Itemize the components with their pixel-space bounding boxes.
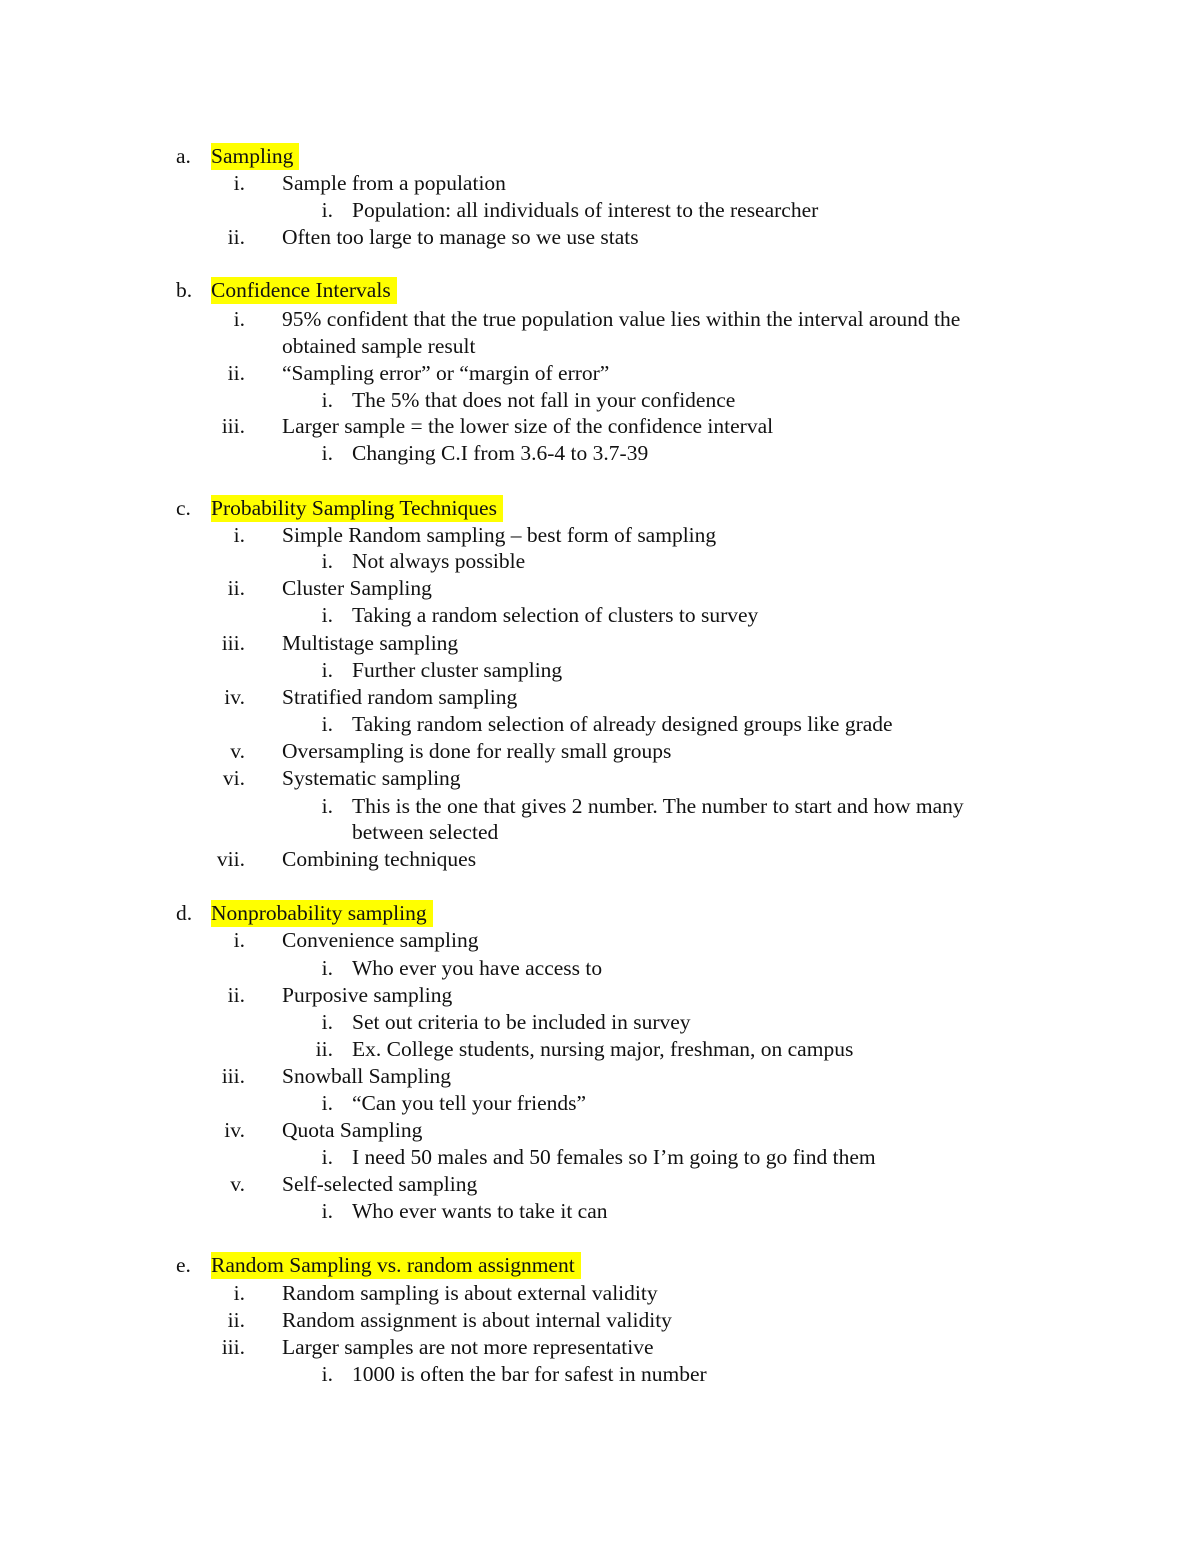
subitem-marker: i. <box>321 1199 333 1223</box>
subitem-marker: i. <box>321 603 333 627</box>
section-heading <box>0 900 1200 927</box>
item-marker: v. <box>230 739 245 763</box>
subitem-marker: i. <box>321 549 333 573</box>
list-item <box>0 413 1200 440</box>
subitem-marker: i. <box>321 388 333 412</box>
list-item <box>0 1063 1200 1090</box>
subitem-marker: i. <box>321 1145 333 1169</box>
list-subitem <box>0 657 1200 684</box>
item-text: Convenience sampling <box>282 928 479 952</box>
list-item <box>0 982 1200 1009</box>
subitem-marker: i. <box>321 1010 333 1034</box>
item-text: Cluster Sampling <box>282 576 432 600</box>
item-text: Simple Random sampling – best form of sampling <box>282 523 717 547</box>
section-heading <box>0 277 1200 304</box>
item-marker: i. <box>233 523 245 547</box>
list-subitem <box>0 1090 1200 1117</box>
item-marker: iv. <box>224 1118 245 1142</box>
list-subitem <box>0 387 1200 414</box>
subitem-text: Who ever wants to take it can <box>352 1199 608 1223</box>
list-item <box>0 1334 1200 1361</box>
subitem-text: Further cluster sampling <box>352 658 563 682</box>
subitem-marker: i. <box>321 712 333 736</box>
subitem-marker: i. <box>321 956 333 980</box>
section-title: Confidence Intervals <box>211 277 397 304</box>
subitem-text: Taking a random selection of clusters to survey <box>352 603 759 627</box>
section-title: Sampling <box>211 143 299 170</box>
list-subitem <box>0 1009 1200 1036</box>
list-item <box>0 630 1200 657</box>
list-subitem <box>0 955 1200 982</box>
list-subitem <box>0 602 1200 629</box>
item-marker: vii. <box>216 847 245 871</box>
list-subitem <box>0 1036 1200 1063</box>
subitem-text-continuation: between selected <box>352 820 499 844</box>
list-subitem <box>0 548 1200 575</box>
item-marker: i. <box>233 171 245 195</box>
section-title: Probability Sampling Techniques <box>211 495 503 522</box>
list-subitem <box>0 1361 1200 1388</box>
item-text: “Sampling error” or “margin of error” <box>282 361 610 385</box>
section-marker: a. <box>176 144 191 168</box>
list-subitem <box>0 197 1200 224</box>
item-text: Larger samples are not more representative <box>282 1335 654 1359</box>
item-marker: ii. <box>227 225 245 249</box>
subitem-text: Not always possible <box>352 549 526 573</box>
item-text: Random assignment is about internal validity <box>282 1308 672 1332</box>
list-item <box>0 765 1200 792</box>
item-marker: ii. <box>227 1308 245 1332</box>
section-marker: b. <box>176 278 193 302</box>
item-marker: iii. <box>221 1064 245 1088</box>
subitem-text: I need 50 males and 50 females so I’m going to go find them <box>352 1145 876 1169</box>
item-marker: ii. <box>227 983 245 1007</box>
subitem-text: 1000 is often the bar for safest in number <box>352 1362 707 1386</box>
list-item <box>0 684 1200 711</box>
item-text: Larger sample = the lower size of the confidence interval <box>282 414 774 438</box>
list-item <box>0 846 1200 873</box>
item-text: Combining techniques <box>282 847 477 871</box>
subitem-marker: ii. <box>315 1037 333 1061</box>
subitem-text: Changing C.I from 3.6-4 to 3.7-39 <box>352 441 649 465</box>
section-heading <box>0 1252 1200 1279</box>
subitem-marker: i. <box>321 794 333 818</box>
list-item <box>0 575 1200 602</box>
item-marker: iii. <box>221 414 245 438</box>
item-text: Self-selected sampling <box>282 1172 478 1196</box>
list-item <box>0 224 1200 251</box>
item-text: Multistage sampling <box>282 631 459 655</box>
section-title: Nonprobability sampling <box>211 900 433 927</box>
item-marker: i. <box>233 1281 245 1305</box>
list-item <box>0 1307 1200 1334</box>
item-marker: i. <box>233 928 245 952</box>
item-marker: i. <box>233 307 245 331</box>
section-marker: e. <box>176 1253 191 1277</box>
item-text: Sample from a population <box>282 171 506 195</box>
item-text: Quota Sampling <box>282 1118 423 1142</box>
item-marker: iii. <box>221 1335 245 1359</box>
item-marker: ii. <box>227 576 245 600</box>
subitem-marker: i. <box>321 1091 333 1115</box>
subitem-text: Set out criteria to be included in survey <box>352 1010 691 1034</box>
subitem-marker: i. <box>321 198 333 222</box>
subitem-text: The 5% that does not fall in your confidence <box>352 388 736 412</box>
subitem-marker: i. <box>321 441 333 465</box>
item-text-continuation: obtained sample result <box>282 334 476 358</box>
list-item <box>0 1117 1200 1144</box>
subitem-text: “Can you tell your friends” <box>352 1091 587 1115</box>
section-marker: d. <box>176 901 193 925</box>
item-text: Snowball Sampling <box>282 1064 452 1088</box>
list-item <box>0 927 1200 954</box>
list-subitem <box>0 1144 1200 1171</box>
list-subitem <box>0 793 1200 820</box>
subitem-text: Population: all individuals of interest to the researcher <box>352 198 819 222</box>
list-item <box>0 360 1200 387</box>
item-marker: iv. <box>224 685 245 709</box>
list-item-continuation <box>0 333 1200 360</box>
subitem-text: This is the one that gives 2 number. The number to start and how many <box>352 794 964 818</box>
list-item <box>0 1171 1200 1198</box>
item-text: Often too large to manage so we use stats <box>282 225 639 249</box>
item-marker: ii. <box>227 361 245 385</box>
list-subitem-continuation <box>0 819 1200 846</box>
subitem-marker: i. <box>321 658 333 682</box>
list-item <box>0 306 1200 333</box>
item-marker: vi. <box>222 766 245 790</box>
list-item <box>0 738 1200 765</box>
item-text: Random sampling is about external validity <box>282 1281 658 1305</box>
subitem-marker: i. <box>321 1362 333 1386</box>
section-marker: c. <box>176 496 191 520</box>
item-marker: v. <box>230 1172 245 1196</box>
section-heading <box>0 495 1200 522</box>
subitem-text: Ex. College students, nursing major, freshman, on campus <box>352 1037 854 1061</box>
section-heading <box>0 143 1200 170</box>
item-marker: iii. <box>221 631 245 655</box>
list-item <box>0 522 1200 549</box>
subitem-text: Taking random selection of already designed groups like grade <box>352 712 893 736</box>
list-subitem <box>0 1198 1200 1225</box>
list-subitem <box>0 440 1200 467</box>
section-title: Random Sampling vs. random assignment <box>211 1252 581 1279</box>
subitem-text: Who ever you have access to <box>352 956 603 980</box>
item-text: Oversampling is done for really small groups <box>282 739 672 763</box>
item-text: Purposive sampling <box>282 983 453 1007</box>
item-text: Systematic sampling <box>282 766 461 790</box>
item-text: Stratified random sampling <box>282 685 518 709</box>
list-subitem <box>0 711 1200 738</box>
list-item <box>0 170 1200 197</box>
item-text: 95% confident that the true population value lies within the interval around the <box>282 307 961 331</box>
list-item <box>0 1280 1200 1307</box>
